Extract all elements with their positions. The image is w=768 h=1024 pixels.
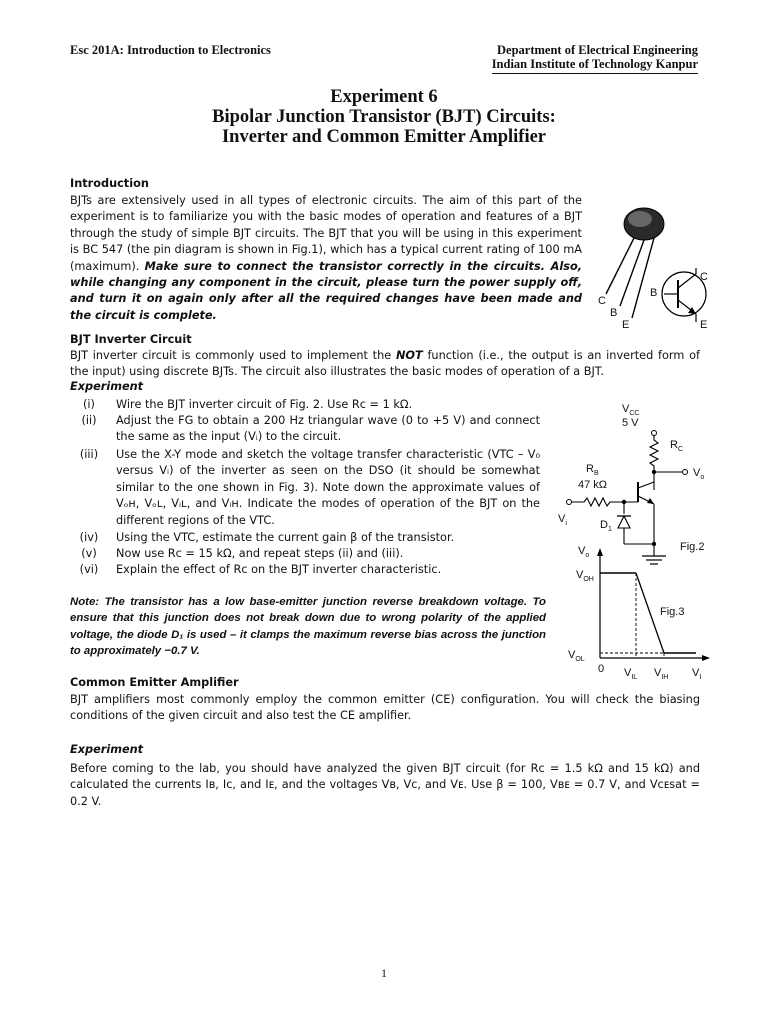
department: Department of Electrical Engineering xyxy=(497,43,698,57)
pin-label-b: B xyxy=(610,307,618,319)
vcc-value: 5 V xyxy=(622,417,639,429)
course-title: Esc 201A: Introduction to Electronics xyxy=(70,43,271,57)
fig2-caption: Fig.2 xyxy=(680,541,705,553)
fig1-transistor-diagram xyxy=(596,196,720,334)
inverter-text-a: BJT inverter circuit is commonly used to implement the xyxy=(70,349,392,362)
vo-label: $V_o$ xyxy=(693,467,705,481)
ce-experiment-paragraph: Before coming to the lab, you should have analyzed the given BJT circuit (for Rᴄ = 1.5 kΩ and 15 kΩ) and calculated the currents Iʙ, Iᴄ, and Iᴇ, and the voltages Vʙ, Vᴄ, and Vᴇ. Use β = 100, Vʙᴇ = 0.7 V, and Vᴄᴇsat = 0.2 V. xyxy=(70,762,700,808)
inverter-paragraph xyxy=(70,348,700,381)
fig3-caption: Fig.3 xyxy=(660,606,685,618)
rb-resistor-icon xyxy=(572,498,638,506)
ce-experiment-heading: Experiment xyxy=(70,743,144,756)
vil-label: $V_{IL}$ xyxy=(624,667,638,681)
list-item: (ii) Adjust the FG to obtain a 200 Hz triangular wave (0 to +5 V) and connect the same as the input (Vᵢ) to the circuit. xyxy=(81,414,540,444)
note-text: The transistor has a low base-emitter junction reverse breakdown voltage. To ensure that this junction does not break down due to wrong polarity of the applied voltage, the diode D₁ is used – it clamps the maximum reverse bias across the junction to approximately −0.7 V. xyxy=(70,596,546,658)
vi-x-axis-label: $V_I$ xyxy=(692,667,702,681)
rc-resistor-icon xyxy=(650,435,658,472)
pin-label-e: E xyxy=(622,319,630,331)
pin-label-c: C xyxy=(598,295,606,307)
page-number: 1 xyxy=(381,966,387,980)
ce-heading: Common Emitter Amplifier xyxy=(70,676,239,689)
transistor-package-icon xyxy=(606,208,664,318)
not-word: NOT xyxy=(395,349,423,362)
intro-text: BJTs are extensively used in all types of electronic circuits. The aim of this part of the experiment is to familiarize you with the basic modes of operation and features of a BJT through the study of simple BJT circuits. The BJT that you will be using in this experiment is BC 547 (the pin diagram is shown in Fig.1), which has a typical current rating of 100 mA (maximum). xyxy=(70,194,582,273)
vi-label: $V_i$ xyxy=(558,513,567,527)
note-block xyxy=(70,594,546,660)
bjt-icon xyxy=(638,482,654,504)
note-label: Note: xyxy=(70,596,100,608)
list-item: (iii) Use the X-Y mode and sketch the voltage transfer characteristic (VTC – V₀ versus Vᵢ) of the inverter as seen on the DSO (it should be somewhat similar to the one shown in Fig. 3). Note down the approximate values of Vₒʜ, Vₒʟ, Vᵢʟ, and Vᵢʜ. Indicate the modes of operation of the BJT on the different regions of the VTC. xyxy=(79,448,540,527)
list-item: (i) Wire the BJT inverter circuit of Fig. 2. Use Rᴄ = 1 kΩ. xyxy=(83,398,413,411)
page-subtitle: Inverter and Common Emitter Amplifier xyxy=(221,127,547,147)
symbol-label-e: E xyxy=(700,319,708,331)
symbol-label-c: C xyxy=(700,271,708,283)
page-title: Bipolar Junction Transistor (BJT) Circuits: xyxy=(212,107,556,127)
rb-label: $R_B$ xyxy=(586,463,599,477)
vol-label: $V_{OL}$ xyxy=(568,649,585,663)
inverter-heading: BJT Inverter Circuit xyxy=(70,333,192,346)
experiment-number: Experiment 6 xyxy=(330,87,438,107)
symbol-label-b: B xyxy=(650,287,658,299)
origin-label: 0 xyxy=(598,663,605,675)
vih-label: $V_{IH}$ xyxy=(654,667,669,681)
vcc-label: $V_{CC}$ xyxy=(622,403,640,417)
vtc-y-axis-label: $V_o$ xyxy=(578,545,590,559)
rc-label: $R_C$ xyxy=(670,439,684,453)
rb-value: 47 kΩ xyxy=(578,479,608,491)
intro-warning: Make sure to connect the transistor correctly in the circuits. Also, while changing any component in the circuit, please turn the power supply off, and turn it on again only after all the required changes have been made and the circuit is complete. xyxy=(70,259,582,322)
institute: Indian Institute of Technology Kanpur xyxy=(492,57,698,74)
d1-label: $D_1$ xyxy=(600,519,612,533)
list-item: (v) Now use Rᴄ = 15 kΩ, and repeat steps (ii) and (iii). xyxy=(81,547,404,560)
inverter-experiment-heading: Experiment xyxy=(70,380,144,393)
diode-icon xyxy=(617,502,631,544)
inverter-text-b: function (i.e., the output is an inverted form of the input) using discrete BJTs. The circuit also illustrates the basic modes of operation of a BJT. xyxy=(70,349,700,379)
voh-label: $V_{OH}$ xyxy=(576,569,594,583)
fig3-vtc-graph xyxy=(566,540,712,686)
intro-paragraph xyxy=(70,193,582,324)
intro-heading: Introduction xyxy=(70,177,149,190)
ce-paragraph: BJT amplifiers most commonly employ the common emitter (CE) configuration. You will check the biasing conditions of the given circuit and also test the CE amplifier. xyxy=(70,693,700,723)
list-item: (vi) Explain the effect of Rᴄ on the BJT inverter characteristic. xyxy=(79,563,442,576)
list-item: (iv) Using the VTC, estimate the current gain β of the transistor. xyxy=(79,531,455,544)
